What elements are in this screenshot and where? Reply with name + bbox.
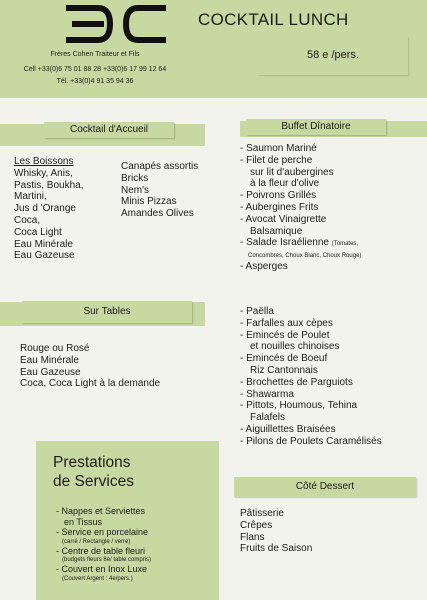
buffet-list <box>240 143 361 273</box>
list-item: sur lit d'aubergines <box>250 166 334 178</box>
list-item: Coca, <box>14 214 41 226</box>
list-item: Minis Pizzas <box>121 196 177 208</box>
list-item: - Filet de perche <box>240 154 313 166</box>
list-item: Balsamique <box>250 225 303 237</box>
list-item-label: - Salade Israélienne <box>240 237 329 249</box>
dessert-header: Côté Dessert <box>234 477 416 497</box>
list-item: - Emincés de Poulet <box>240 329 330 341</box>
list-item: Nem's <box>121 184 150 196</box>
list-item: Jus d 'Orange <box>14 203 76 215</box>
list-item: - Shawarma <box>240 388 294 400</box>
list-item: - Aubergines Frits <box>240 201 319 213</box>
bites-list <box>121 161 198 220</box>
list-item: Rouge ou Rosé <box>20 343 90 354</box>
list-note: Concombres, Choux Blanc, Choux Rouge) <box>248 253 362 260</box>
firm-name: Frères Cohen Traiteur et Fils <box>50 51 140 58</box>
services-title-line2: de Services <box>53 473 134 490</box>
list-item: - Nappes et Serviettes <box>56 506 146 516</box>
list-item: Flans <box>240 531 265 543</box>
tables-list <box>20 343 160 390</box>
drinks-list <box>14 156 83 262</box>
list-item: - Service en porcelaine <box>56 527 149 538</box>
list-item: - Aiguillettes Braisées <box>240 423 336 435</box>
list-item: - Paëlla <box>240 306 274 317</box>
tables-header: Sur Tables <box>22 301 192 323</box>
list-item: - Asperges <box>240 261 288 273</box>
firm-phones: Cell +33(0)6 75 01 88 28 +33(0)6 17 99 12 64 <box>23 66 167 73</box>
services-title-line1: Prestations <box>53 454 131 471</box>
list-note: (Couvert Argent : 4e/pers.) <box>62 575 133 582</box>
list-item: Coca Light <box>14 226 62 238</box>
list-item: Amandes Olives <box>121 208 194 220</box>
list-item: - Avocat Vinaigrette <box>240 213 327 225</box>
list-note: (carré / Rectangle / verre) <box>62 538 131 545</box>
list-item: et nouilles chinoises <box>250 341 340 353</box>
list-item: à la fleur d'olive <box>250 178 320 190</box>
page-title: COCKTAIL LUNCH <box>198 10 349 29</box>
list-item: Crêpes <box>240 519 273 531</box>
list-item: - Couvert en Inox Luxe <box>56 564 148 575</box>
dessert-list <box>240 508 312 555</box>
list-item <box>240 237 361 251</box>
list-item: - Brochettes de Parguiots <box>240 376 353 388</box>
list-item: Canapés assortis <box>121 161 199 172</box>
list-item: Martini, <box>14 191 47 203</box>
list-item: Eau Minérale <box>20 354 79 366</box>
list-item: - Pittots, Houmous, Tehina <box>240 400 358 412</box>
list-item: Eau Gazeuse <box>20 366 81 378</box>
list-item: Coca, Coca Light à la demande <box>20 378 161 390</box>
services-box <box>36 441 219 600</box>
drinks-heading: Les Boissons <box>14 156 74 167</box>
list-item: - Pilons de Poulets Caramélisés <box>240 435 382 447</box>
logo <box>62 4 174 44</box>
list-item: - Farfalles aux cèpes <box>240 317 333 329</box>
list-item: Pastis, Boukha, <box>14 179 84 191</box>
list-item: - Centre de table fleuri <box>56 545 146 556</box>
list-item: Whisky, Anis, <box>14 167 73 179</box>
list-item: Riz Cantonnais <box>250 364 318 376</box>
list-item: Fruits de Saison <box>240 543 313 555</box>
list-item: Pâtisserie <box>240 508 284 519</box>
list-item: - Saumon Mariné <box>240 143 317 154</box>
list-item: - Emincés de Boeuf <box>240 353 328 365</box>
buffet-hot-list <box>240 306 382 448</box>
cocktail-header: Cocktail d'Accueil <box>44 122 174 138</box>
list-item: - Poivrons Grillés <box>240 190 317 202</box>
list-item: Bricks <box>121 172 149 184</box>
buffet-header: Buffet Dînatoire <box>246 119 386 135</box>
list-item: Falafels <box>250 412 286 424</box>
list-note: (Tomates, <box>331 241 359 248</box>
list-note: (budgets fleurs 8e/ table compris) <box>62 557 152 564</box>
list-item: Eau Gazeuse <box>14 250 75 262</box>
list-item: Eau Minérale <box>14 238 73 250</box>
list-item: en Tissus <box>64 516 103 527</box>
logo-mark-icon <box>62 4 174 44</box>
firm-landline: Tél. +33(0)4 91 35 94 36 <box>56 78 134 85</box>
price-box: 58 e /pers. <box>258 36 408 75</box>
services-list <box>56 506 151 583</box>
